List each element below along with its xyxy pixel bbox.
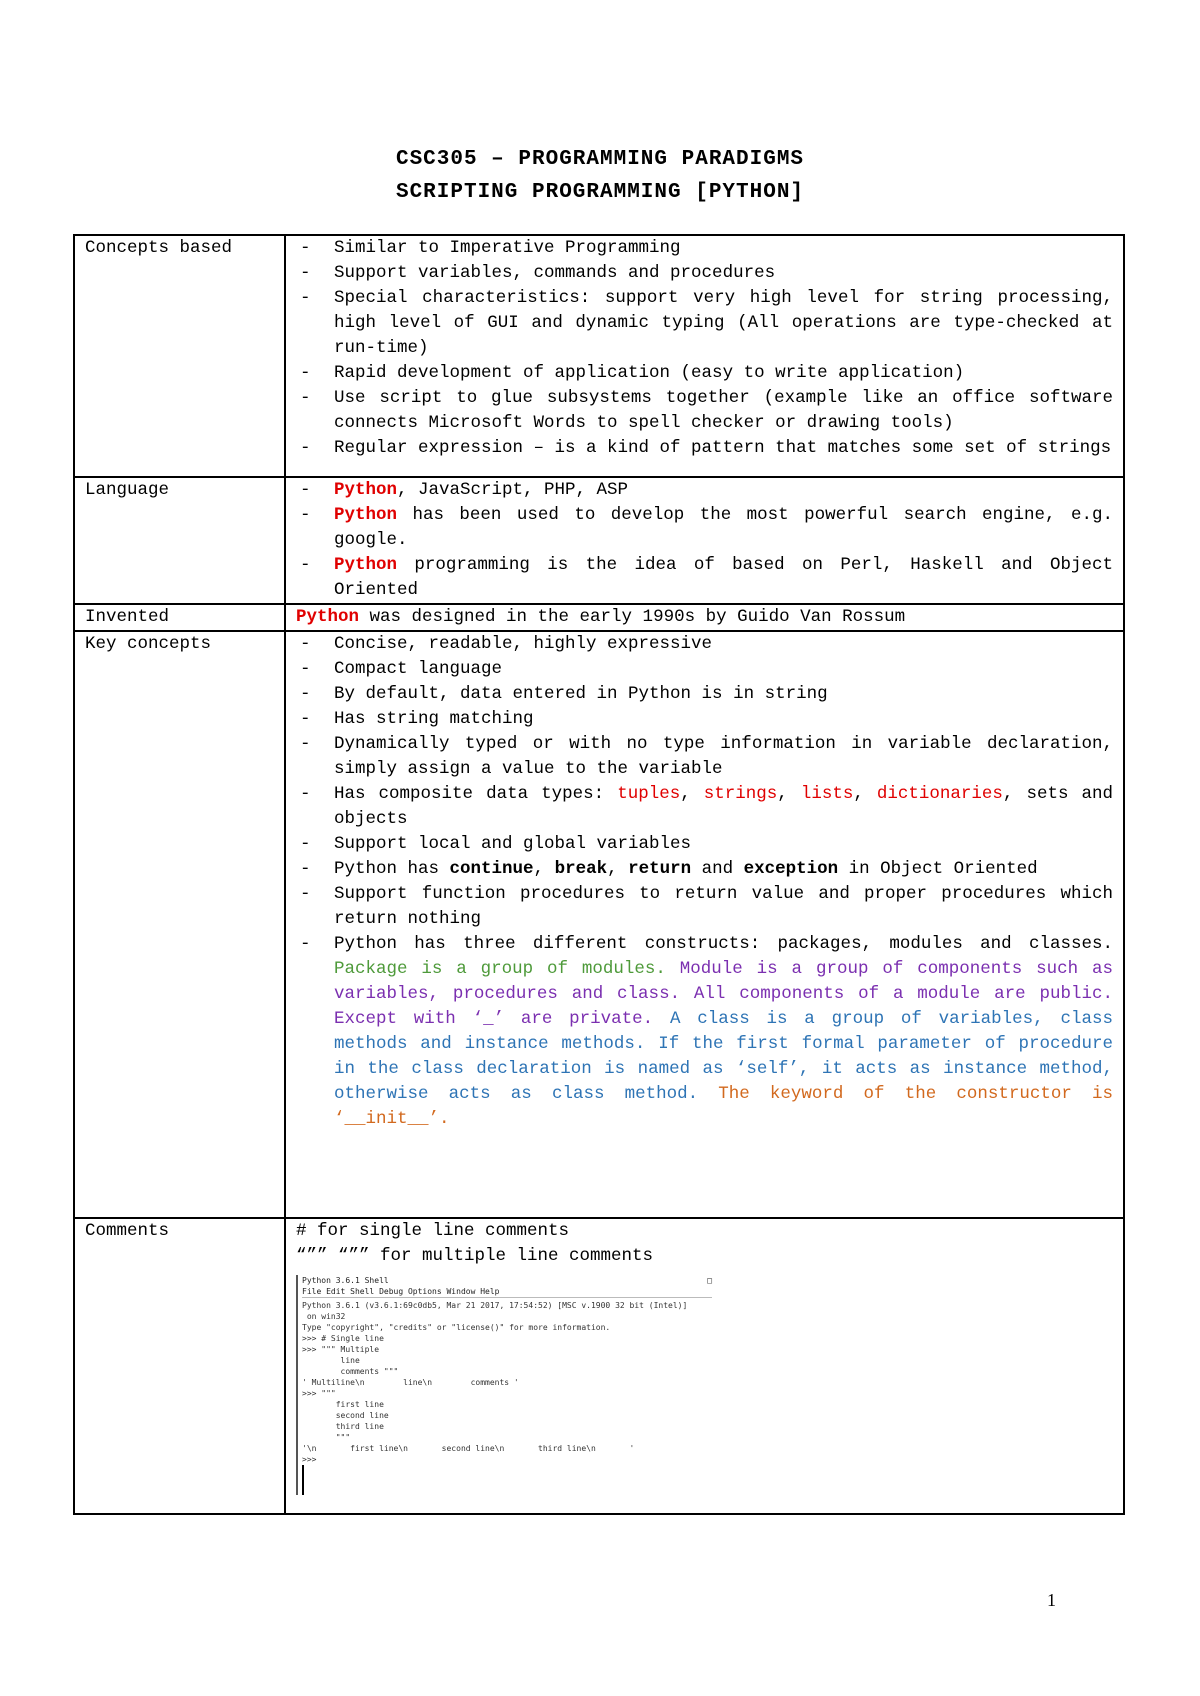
- list-item: [296, 478, 1113, 503]
- row-label-concepts: Concepts based: [74, 235, 285, 477]
- invented-text: was designed in the early 1990s by Guido Van Rossum: [359, 607, 906, 627]
- constructs-constructor: The keyword of the constructor is ‘__init__’.: [334, 1084, 1113, 1129]
- list-item: - Similar to Imperative Programming: [296, 236, 1113, 261]
- list-item: - Special characteristics: support very high level for string processing, high level of GUI and dynamic typing (All operations are type-checked at run-time): [296, 286, 1113, 361]
- kw-exception: exception: [743, 859, 839, 879]
- list-item-text: programming is the idea of based on Perl, Haskell and Object Oriented: [334, 555, 1113, 600]
- list-item: [296, 503, 1113, 553]
- shell-line: on win32: [302, 1312, 346, 1321]
- list-item: - Has string matching: [296, 707, 1113, 732]
- constructs-module: Module is a group of components such as variables, procedures and class. All components of a module are public. Except with ‘_’ are private.: [334, 959, 1113, 1029]
- table-row: [74, 235, 1124, 477]
- concepts-table: [73, 234, 1125, 1515]
- page-number: 1: [1047, 1590, 1056, 1610]
- list-item: - Regular expression – is a kind of pattern that matches some set of strings: [296, 436, 1113, 461]
- python-shell-screenshot: [296, 1275, 712, 1495]
- table-row: [74, 1218, 1124, 1514]
- maximize-icon: □: [707, 1276, 712, 1285]
- kw-continue: continue: [449, 859, 534, 879]
- list-item: - Support function procedures to return value and proper procedures which return nothing: [296, 882, 1113, 932]
- row-label-comments: Comments: [74, 1218, 285, 1514]
- list-item: - By default, data entered in Python is in string: [296, 682, 1113, 707]
- constructs-prefix: Python has three different constructs: packages, modules and classes.: [334, 934, 1113, 954]
- python-keyword: Python: [296, 607, 360, 627]
- shell-line: Python 3.6.1 (v3.6.1:69c0db5, Mar 21 2017, 17:54:52) [MSC v.1900 32 bit (Intel)]: [302, 1301, 688, 1310]
- type-lists: lists: [800, 784, 854, 804]
- shell-line: first line: [302, 1400, 384, 1409]
- shell-line: second line: [302, 1411, 389, 1420]
- row-label-invented: Invented: [74, 604, 285, 631]
- row-content-invented: [285, 604, 1124, 631]
- constructs-class: A class is a group of variables, class methods and instance methods. If the first formal parameter of procedure in the class declaration is named as ‘self’, it acts as instance method, otherwise acts as class method.: [334, 1009, 1113, 1104]
- list-item-text: , JavaScript, PHP, ASP: [397, 480, 629, 500]
- shell-line: '\n first line\n second line\n third line\n ': [302, 1444, 635, 1453]
- type-strings: strings: [703, 784, 778, 804]
- kw-break: break: [554, 859, 608, 879]
- shell-line: """: [302, 1433, 351, 1442]
- type-dictionaries: dictionaries: [876, 784, 1003, 804]
- shell-line: Type "copyright", "credits" or "license()" for more information.: [302, 1323, 611, 1332]
- list-item: - Has composite data types: tuples, strings, lists, dictionaries, sets and objects: [296, 782, 1113, 832]
- list-item: - Compact language: [296, 657, 1113, 682]
- shell-line: >>> """ Multiple: [302, 1345, 380, 1354]
- shell-line: line: [302, 1356, 360, 1365]
- python-keyword: Python: [334, 505, 398, 525]
- row-label-language: Language: [74, 477, 285, 604]
- composite-prefix: Has composite data types:: [334, 784, 618, 804]
- list-item: - Dynamically typed or with no type information in variable declaration, simply assign a value to the variable: [296, 732, 1113, 782]
- list-item-text: has been used to develop the most powerful search engine, e.g. google.: [334, 505, 1113, 550]
- shell-titlebar: [302, 1275, 712, 1286]
- row-content-language: [285, 477, 1124, 604]
- document-title: CSC305 – PROGRAMMING PARADIGMS: [395, 148, 805, 171]
- comment-single-line: # for single line comments: [296, 1221, 570, 1241]
- list-item: - Python has continue, break, return and exception in Object Oriented: [296, 857, 1113, 882]
- shell-line: third line: [302, 1422, 384, 1431]
- comment-multi-line: “”” “”” for multiple line comments: [296, 1246, 654, 1266]
- flow-prefix: Python has: [334, 859, 450, 879]
- kw-return: return: [628, 859, 692, 879]
- row-label-key-concepts: Key concepts: [74, 631, 285, 1218]
- shell-menubar: File Edit Shell Debug Options Window Help: [302, 1286, 712, 1298]
- type-tuples: tuples: [617, 784, 681, 804]
- list-item: - Rapid development of application (easy to write application): [296, 361, 1113, 386]
- flow-and: and: [691, 859, 744, 879]
- python-keyword: Python: [334, 555, 398, 575]
- row-content-concepts: [285, 235, 1124, 477]
- shell-line: comments """: [302, 1367, 399, 1376]
- shell-cursor: [302, 1465, 712, 1495]
- list-item: [296, 932, 1113, 1132]
- table-row: [74, 477, 1124, 604]
- list-item: - Support variables, commands and procedures: [296, 261, 1113, 286]
- shell-title: Python 3.6.1 Shell: [302, 1276, 389, 1285]
- shell-line: ' Multiline\n line\n comments ': [302, 1378, 519, 1387]
- list-item: - Concise, readable, highly expressive: [296, 632, 1113, 657]
- list-item: - Support local and global variables: [296, 832, 1113, 857]
- shell-line: >>>: [302, 1455, 322, 1464]
- table-row: [74, 604, 1124, 631]
- list-item: [296, 553, 1113, 603]
- row-content-key-concepts: [285, 631, 1124, 1218]
- document-subtitle: SCRIPTING PROGRAMMING [PYTHON]: [395, 181, 805, 204]
- list-item: - Use script to glue subsystems together (example like an office software connects Microsoft Words to spell checker or drawing tools): [296, 386, 1113, 436]
- row-content-comments: [285, 1218, 1124, 1514]
- composite-rest: , sets and objects: [334, 784, 1113, 829]
- shell-line: >>> """: [302, 1389, 336, 1398]
- shell-line: >>> # Single line: [302, 1334, 384, 1343]
- constructs-package: Package is a group of modules.: [334, 959, 680, 979]
- flow-rest: in Object Oriented: [838, 859, 1038, 879]
- python-keyword: Python: [334, 480, 398, 500]
- table-row: [74, 631, 1124, 1218]
